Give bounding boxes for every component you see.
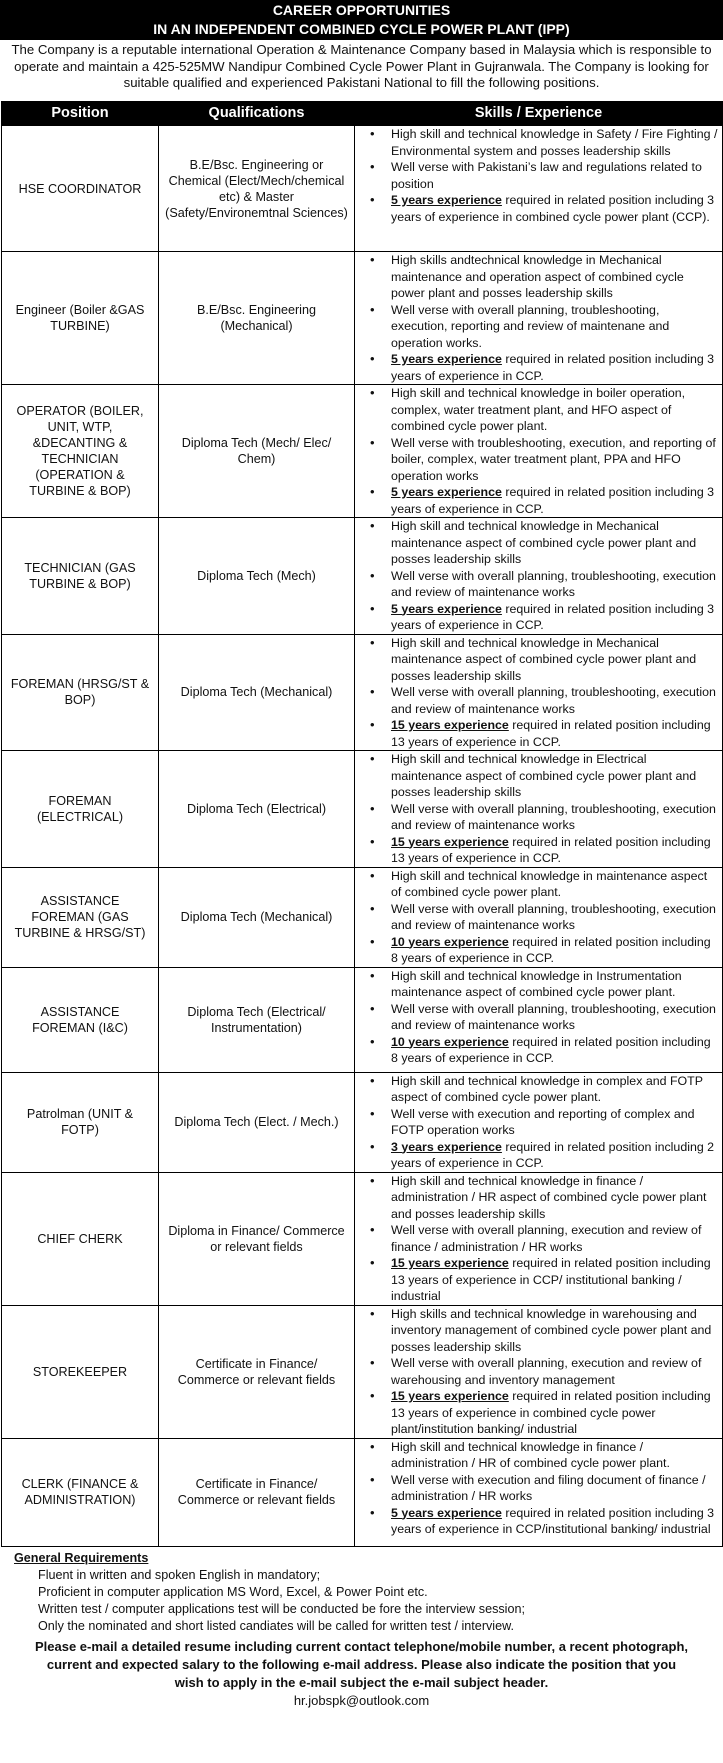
skill-text: Well verse with overall planning, execution and review of warehousing and inventory management <box>391 1356 702 1387</box>
skill-text: High skill and technical knowledge in maintenance aspect of combined cycle power plant. <box>391 868 708 899</box>
skill-item <box>355 351 718 384</box>
experience-years: 5 years experience <box>391 352 502 366</box>
header-banner <box>0 0 723 40</box>
bullet-icon: • <box>370 1438 375 1454</box>
skill-text: Well verse with execution and reporting of complex and FOTP operation works <box>391 1106 695 1137</box>
bullet-icon: • <box>370 484 375 499</box>
skills-cell <box>355 967 723 1072</box>
general-requirements-title: General Requirements <box>14 1550 149 1565</box>
skill-item <box>355 801 718 834</box>
skill-item <box>355 1388 718 1438</box>
experience-years: 10 years experience <box>391 934 509 949</box>
qualification-cell: Diploma Tech (Mech/ Elec/ Chem) <box>159 385 355 518</box>
table-row <box>2 518 723 635</box>
experience-years: 15 years experience <box>391 1389 509 1403</box>
column-header-skills: Skills / Experience <box>355 102 723 126</box>
skills-cell <box>355 1305 723 1438</box>
bullet-icon: • <box>370 684 375 699</box>
experience-years: 3 years experience <box>391 1139 502 1154</box>
bullet-icon: • <box>370 351 375 366</box>
bullet-icon: • <box>370 717 375 732</box>
skills-list <box>355 1439 718 1538</box>
position-cell: ASSISTANCE FOREMAN (GAS TURBINE & HRSG/ST) <box>2 867 159 967</box>
table-row <box>2 751 723 868</box>
qualification-cell: B.E/Bsc. Engineering or Chemical (Elect/Mech/chemical etc) & Master (Safety/Environemtnal Sciences) <box>159 126 355 252</box>
bullet-icon: • <box>370 634 375 650</box>
bullet-icon: • <box>370 833 375 849</box>
skill-item <box>355 1222 718 1255</box>
bullet-icon: • <box>370 800 375 816</box>
qualification-cell: B.E/Bsc. Engineering (Mechanical) <box>159 252 355 385</box>
skills-cell <box>355 634 723 751</box>
positions-table <box>1 101 723 1547</box>
skill-item <box>355 1255 718 1305</box>
skill-text: Well verse with overall planning, troubleshooting, execution and review of maintenance works <box>391 685 716 716</box>
position-cell: STOREKEEPER <box>2 1305 159 1438</box>
skills-list <box>355 635 718 751</box>
skill-text: High skill and technical knowledge in Instrumentation maintenance aspect of combined cycle power plant. <box>391 968 682 999</box>
skill-text: required in related position including 13 years of experience in CCP. <box>391 834 711 865</box>
bullet-icon: • <box>370 159 375 174</box>
bullet-icon: • <box>370 751 375 766</box>
table-row <box>2 967 723 1072</box>
skill-text: required in related position including 13 years of experience in CCP/ institutional banking / industrial <box>391 1256 711 1303</box>
bullet-icon: • <box>370 385 375 400</box>
position-cell: FOREMAN (HRSG/ST & BOP) <box>2 634 159 751</box>
skill-item <box>355 159 718 192</box>
skill-item <box>355 751 718 801</box>
bullet-icon: • <box>370 1388 375 1403</box>
skill-text: required in related position including 8 years of experience in CCP. <box>391 934 711 965</box>
skill-item <box>355 684 718 717</box>
skills-list <box>355 252 718 384</box>
skill-text: High skill and technical knowledge in finance / administration / HR aspect of combined cycle power plant and posses leadership skills <box>391 1173 707 1221</box>
table-row <box>2 1172 723 1305</box>
position-cell: CLERK (FINANCE & ADMINISTRATION) <box>2 1438 159 1546</box>
bullet-icon: • <box>370 301 375 317</box>
skill-text: High skill and technical knowledge in Mechanical maintenance aspect of combined cycle power plant and posses leadership skills <box>391 519 697 566</box>
skill-text: High skill and technical knowledge in finance / administration / HR of combined cycle power plant. <box>391 1439 670 1470</box>
skill-text: Well verse with troubleshooting, execution, and reporting of boiler, complex, water treatment plant, PPA and HFO operation works <box>391 435 716 483</box>
skill-item <box>355 518 718 568</box>
skill-item <box>355 252 718 302</box>
position-cell: OPERATOR (BOILER, UNIT, WTP, &DECANTING & TECHNICIAN (OPERATION & TURBINE & BOP) <box>2 385 159 518</box>
bullet-icon: • <box>370 867 375 883</box>
skill-text: Well verse with overall planning, execution and review of finance / administration / HR works <box>391 1223 702 1254</box>
skill-item <box>355 834 718 867</box>
skill-item <box>355 1073 718 1106</box>
table-row <box>2 252 723 385</box>
qualification-cell: Diploma Tech (Elect. / Mech.) <box>159 1072 355 1172</box>
table-body <box>2 126 723 1547</box>
skill-text: required in related position including 13 years of experience in combined cycle power plant/institution banking/ industrial <box>391 1389 711 1436</box>
bullet-icon: • <box>370 1471 375 1487</box>
skill-text: required in related position including 3 years of experience in CCP. <box>391 352 715 383</box>
skill-text: Well verse with overall planning, troubleshooting, execution and review of maintenance works <box>391 568 716 599</box>
skill-item <box>355 868 718 901</box>
requirement-item: Proficient in computer application MS Word, Excel, & Power Point etc. <box>38 1584 428 1599</box>
bullet-icon: • <box>370 567 375 583</box>
skills-cell <box>355 751 723 868</box>
table-row <box>2 1305 723 1438</box>
skills-cell <box>355 126 723 252</box>
skill-item <box>355 934 718 967</box>
experience-years: 15 years experience <box>391 1256 509 1270</box>
skills-list <box>355 1306 718 1438</box>
header-title: CAREER OPPORTUNITIES <box>272 2 451 18</box>
bullet-icon: • <box>370 434 375 450</box>
skill-item <box>355 1355 718 1388</box>
skill-item <box>355 635 718 685</box>
bullet-icon: • <box>370 600 375 616</box>
skill-text: High skill and technical knowledge in Electrical maintenance aspect of combined cycle power plant and posses leadership skills <box>391 752 697 799</box>
skills-cell <box>355 1438 723 1546</box>
skill-item <box>355 1106 718 1139</box>
bullet-icon: • <box>370 126 375 141</box>
bullet-icon: • <box>370 192 375 207</box>
bullet-icon: • <box>370 967 375 983</box>
skill-item <box>355 1439 718 1472</box>
skill-text: Well verse with overall planning, troubleshooting, execution and review of maintenance works <box>391 801 716 832</box>
skill-item <box>355 1034 718 1067</box>
skill-text: Well verse with overall planning, troubleshooting, execution and review of maintenance works <box>391 901 716 932</box>
table-row <box>2 126 723 252</box>
bullet-icon: • <box>370 1255 375 1270</box>
table-row <box>2 867 723 967</box>
bullet-icon: • <box>370 1172 375 1188</box>
skill-item <box>355 435 718 485</box>
skill-item <box>355 1139 718 1172</box>
position-cell: CHIEF CHERK <box>2 1172 159 1305</box>
skill-text: Well verse with execution and filing document of finance / administration / HR works <box>391 1472 706 1503</box>
skill-text: High skill and technical knowledge in Mechanical maintenance aspect of combined cycle power plant and posses leadership skills <box>391 635 697 683</box>
table-row <box>2 634 723 751</box>
skills-list <box>355 1073 718 1172</box>
skills-list <box>355 1173 718 1305</box>
position-cell: HSE COORDINATOR <box>2 126 159 252</box>
skills-list <box>355 968 718 1067</box>
skill-text: required in related position including 8 years of experience in CCP. <box>391 1034 711 1065</box>
skill-text: High skill and technical knowledge in boiler operation, complex, water treatment plant, and HFO aspect of combined cycle power plant. <box>391 386 686 433</box>
skill-item <box>355 1173 718 1223</box>
skill-item <box>355 901 718 934</box>
skills-list <box>355 518 718 634</box>
qualification-cell: Diploma Tech (Electrical/ Instrumentation) <box>159 967 355 1072</box>
skill-text: High skill and technical knowledge in complex and FOTP aspect of combined cycle power plant. <box>391 1073 703 1104</box>
column-header-position: Position <box>2 102 159 126</box>
bullet-icon: • <box>370 933 375 949</box>
experience-years: 15 years experience <box>391 834 509 849</box>
qualification-cell: Certificate in Finance/ Commerce or relevant fields <box>159 1305 355 1438</box>
skill-text: High skills and technical knowledge in warehousing and inventory management of combined cycle power plant and posses leadership skills <box>391 1306 712 1354</box>
position-cell: Engineer (Boiler &GAS TURBINE) <box>2 252 159 385</box>
qualification-cell: Diploma Tech (Mechanical) <box>159 867 355 967</box>
requirement-item: Written test / computer applications test will be conducted be fore the interview session; <box>38 1601 525 1616</box>
skill-text: High skills andtechnical knowledge in Mechanical maintenance and operation aspect of combined cycle power plant and posses leadership skills <box>391 253 684 300</box>
skill-item <box>355 717 718 750</box>
bullet-icon: • <box>370 900 375 916</box>
skills-cell <box>355 867 723 967</box>
footer <box>0 1547 723 1709</box>
requirement-item: Only the nominated and short listed candiates will be called for written test / interview. <box>38 1618 515 1633</box>
intro-paragraph: The Company is a reputable international Operation & Maintenance Company based in Malaysia which is responsible to operate and maintain a 425-525MW Nandipur Combined Cycle Power Plant in Gujranwala. The Company is looking for suitable qualified and experienced Pakistani National to fill the following positions. <box>11 42 712 91</box>
position-cell: TECHNICIAN (GAS TURBINE & BOP) <box>2 518 159 635</box>
bullet-icon: • <box>370 1000 375 1016</box>
qualification-cell: Diploma Tech (Mech) <box>159 518 355 635</box>
skill-text: required in related position including 3 years of experience in CCP. <box>391 601 715 632</box>
bullet-icon: • <box>370 518 375 533</box>
skill-text: required in related position including 3 years of experience in combined cycle power plant (CCP). <box>391 193 715 224</box>
skills-cell <box>355 252 723 385</box>
experience-years: 10 years experience <box>391 1034 509 1049</box>
skill-item <box>355 1472 718 1505</box>
skill-item <box>355 968 718 1001</box>
experience-years: 5 years experience <box>391 1505 502 1520</box>
skills-cell <box>355 1172 723 1305</box>
position-cell: Patrolman (UNIT & FOTP) <box>2 1072 159 1172</box>
skill-text: High skill and technical knowledge in Safety / Fire Fighting / Environmental system and posses leadership skills <box>391 127 718 158</box>
requirement-item: Fluent in written and spoken English in mandatory; <box>38 1567 321 1582</box>
skill-item <box>355 1001 718 1034</box>
bullet-icon: • <box>370 1504 375 1520</box>
qualification-cell: Certificate in Finance/ Commerce or relevant fields <box>159 1438 355 1546</box>
skills-list <box>355 751 718 867</box>
skill-item <box>355 484 718 517</box>
skill-item <box>355 302 718 352</box>
table-header-row <box>2 102 723 126</box>
skills-list <box>355 126 718 225</box>
bullet-icon: • <box>370 1305 375 1321</box>
table-row <box>2 1072 723 1172</box>
skills-cell <box>355 518 723 635</box>
skill-item <box>355 568 718 601</box>
skill-item <box>355 601 718 634</box>
skills-list <box>355 385 718 517</box>
table-row <box>2 1438 723 1546</box>
experience-years: 5 years experience <box>391 601 502 616</box>
skill-text: required in related position including 2 years of experience in CCP. <box>391 1139 715 1170</box>
skills-list <box>355 868 718 967</box>
skill-text: Well verse with overall planning, troubleshooting, execution and review of maintenance works <box>391 1001 716 1032</box>
qualification-cell: Diploma Tech (Electrical) <box>159 751 355 868</box>
experience-years: 15 years experience <box>391 718 509 732</box>
apply-instructions: Please e-mail a detailed resume including current contact telephone/mobile number, a recent photograph, current and expected salary to the following e-mail address. Please also indicate the position that you wish to apply in the e-mail subject the e-mail subject header. <box>34 1638 689 1690</box>
skills-cell <box>355 1072 723 1172</box>
skill-text: required in related position including 13 years of experience in CCP. <box>391 718 711 749</box>
bullet-icon: • <box>370 1072 375 1088</box>
table-row <box>2 385 723 518</box>
skill-text: required in related position including 3 years of experience in CCP. <box>391 485 715 516</box>
experience-years: 5 years experience <box>391 193 502 207</box>
bullet-icon: • <box>370 1105 375 1121</box>
bullet-icon: • <box>370 1355 375 1370</box>
header-subtitle: IN AN INDEPENDENT COMBINED CYCLE POWER PLANT (IPP) <box>153 21 570 37</box>
qualification-cell: Diploma in Finance/ Commerce or relevant fields <box>159 1172 355 1305</box>
skill-item <box>355 192 718 225</box>
column-header-qualifications: Qualifications <box>159 102 355 126</box>
qualification-cell: Diploma Tech (Mechanical) <box>159 634 355 751</box>
bullet-icon: • <box>370 1138 375 1154</box>
skill-text: Well verse with overall planning, troubleshooting, execution, reporting and review of maintenane and operation works. <box>391 302 670 350</box>
position-cell: FOREMAN (ELECTRICAL) <box>2 751 159 868</box>
position-cell: ASSISTANCE FOREMAN (I&C) <box>2 967 159 1072</box>
skill-item <box>355 1306 718 1356</box>
contact-email[interactable]: hr.jobspk@outlook.com <box>293 1692 430 1708</box>
bullet-icon: • <box>370 1033 375 1049</box>
bullet-icon: • <box>370 1222 375 1237</box>
experience-years: 5 years experience <box>391 485 502 499</box>
skill-item <box>355 126 718 159</box>
bullet-icon: • <box>370 252 375 267</box>
skills-cell <box>355 385 723 518</box>
skill-text: required in related position including 3 years of experience in CCP/institutional banking/ industrial <box>391 1505 715 1536</box>
skill-item <box>355 385 718 435</box>
requirements-list <box>14 1567 709 1635</box>
skill-item <box>355 1505 718 1538</box>
skill-text: Well verse with Pakistani’s law and regulations related to position <box>391 160 702 191</box>
